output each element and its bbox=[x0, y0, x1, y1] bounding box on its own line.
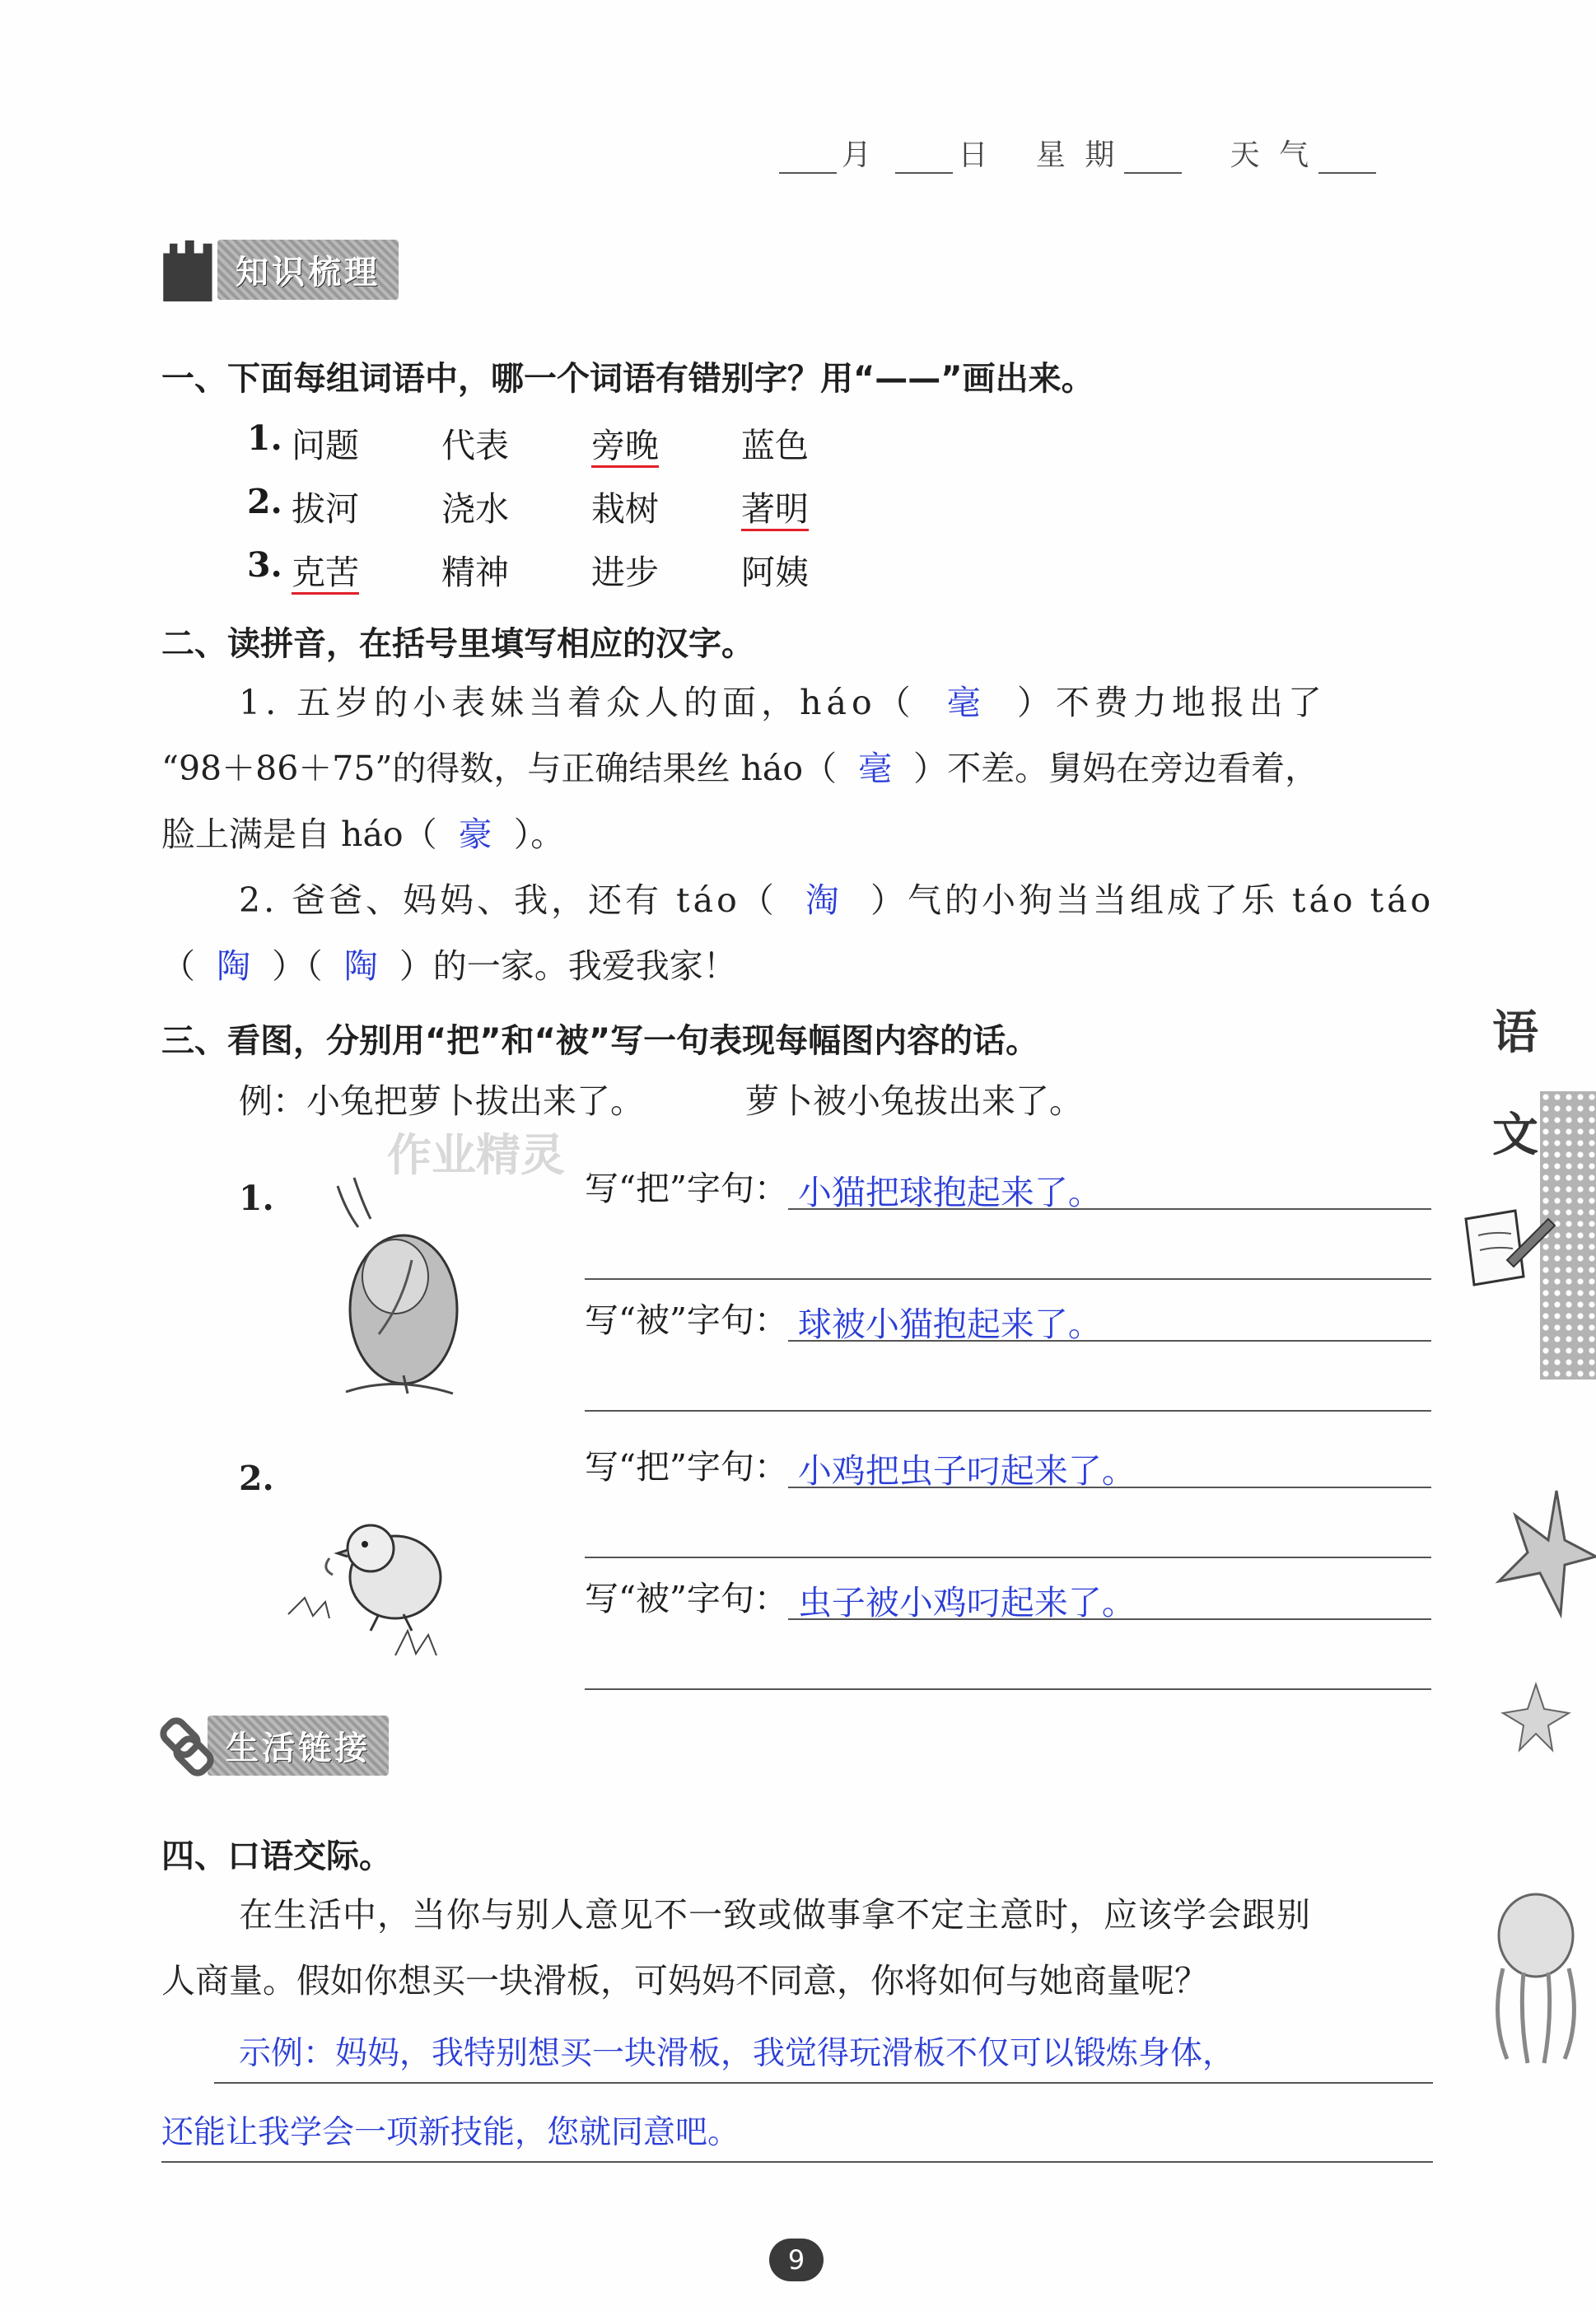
answer-line bbox=[214, 2082, 1433, 2084]
q1-word: 进步 bbox=[591, 553, 659, 592]
q2-line-2 bbox=[161, 748, 1318, 790]
q3-item-2-ba-row bbox=[585, 1440, 1431, 1491]
q2-answer-3[interactable]: 豪 bbox=[458, 815, 492, 854]
knowledge-banner bbox=[158, 237, 399, 301]
q1-word: 代表 bbox=[441, 426, 509, 465]
q2-line-5 bbox=[161, 945, 737, 987]
octopus-icon bbox=[1482, 1878, 1589, 2067]
q2-text: ）气的小狗当当组成了乐 táo táo bbox=[870, 880, 1435, 920]
cat-with-ball-illustration bbox=[313, 1170, 478, 1408]
watermark: 作业精灵 bbox=[387, 1129, 565, 1181]
subject-tab-top: 语 bbox=[1492, 1006, 1538, 1060]
q1-word: 阿姨 bbox=[741, 553, 809, 592]
q2-text: ）。 bbox=[513, 815, 565, 854]
bei-sentence-label: 写“被”字句： bbox=[585, 1300, 788, 1340]
q2-title: 二、读拼音，在括号里填写相应的汉字。 bbox=[161, 625, 754, 663]
q1-word: 精神 bbox=[441, 553, 509, 592]
q2-text: 2. 爸爸、妈妈、我，还有 táo（ bbox=[239, 880, 777, 920]
q1-title: 一、下面每组词语中，哪一个词语有错别字？用“——”画出来。 bbox=[161, 360, 1094, 398]
q1-word-marked[interactable]: 旁晚 bbox=[591, 426, 659, 465]
ba-sentence-label: 写“把”字句： bbox=[585, 1447, 788, 1487]
q2-text: （ bbox=[161, 946, 195, 986]
q3-example-ba: 例：小兔把萝卜拔出来了。 bbox=[239, 1081, 644, 1121]
day-blank[interactable] bbox=[895, 147, 953, 174]
q4-text-1: 在生活中，当你与别人意见不一致或做事拿不定主意时，应该学会跟别 bbox=[239, 1895, 1311, 1935]
page-number: 9 bbox=[769, 2239, 824, 2281]
month-blank[interactable] bbox=[779, 147, 837, 174]
q1-word: 浇水 bbox=[441, 489, 509, 529]
q1-word-marked[interactable]: 著明 bbox=[741, 489, 809, 529]
bei-sentence-label: 写“被”字句： bbox=[585, 1579, 788, 1618]
q2-text: ）不差。舅妈在旁边看着， bbox=[913, 749, 1319, 788]
q3-item-1-bei-row bbox=[585, 1293, 1431, 1342]
q2-answer-4[interactable]: 淘 bbox=[805, 880, 842, 920]
q2-text: ）的一家。我爱我家！ bbox=[399, 946, 737, 986]
castle-icon bbox=[158, 237, 222, 301]
blank-line[interactable] bbox=[585, 1557, 1431, 1558]
knowledge-banner-label: 知识梳理 bbox=[217, 240, 399, 300]
life-banner bbox=[158, 1713, 389, 1777]
pencil-paper-icon bbox=[1458, 1202, 1556, 1293]
q1-word: 蓝色 bbox=[741, 426, 809, 465]
q3-example-bei: 萝卜被小兔拔出来了。 bbox=[745, 1081, 1084, 1121]
weather-blank[interactable] bbox=[1318, 147, 1376, 174]
q1-row-2 bbox=[247, 482, 891, 530]
q3-item-2-bei-answer[interactable]: 虫子被小鸡叼起来了。 bbox=[788, 1576, 1431, 1620]
q2-line-1 bbox=[239, 682, 1327, 724]
small-starfish-icon bbox=[1499, 1680, 1573, 1754]
blank-line[interactable] bbox=[585, 1410, 1431, 1412]
q3-title: 三、看图，分别用“把”和“被”写一句表现每幅图内容的话。 bbox=[161, 1022, 1039, 1060]
q4-answer-1[interactable]: 示例：妈妈，我特别想买一块滑板，我觉得玩滑板不仅可以锻炼身体， bbox=[239, 2035, 1235, 2072]
q1-row-3-num: 3. bbox=[247, 545, 282, 585]
q1-row-1-num: 1. bbox=[247, 418, 282, 458]
q2-line-4 bbox=[239, 880, 1434, 922]
life-banner-label: 生活链接 bbox=[208, 1716, 389, 1776]
q3-item-2-bei-row bbox=[585, 1571, 1431, 1620]
date-header bbox=[774, 132, 1381, 174]
q3-item-2-num: 2. bbox=[239, 1459, 274, 1498]
q4-text-2: 人商量。假如你想买一块滑板，可妈妈不同意，你将如何与她商量呢？ bbox=[161, 1961, 1208, 2001]
q3-item-1-ba-answer[interactable]: 小猫把球抱起来了。 bbox=[788, 1165, 1431, 1210]
q2-text: ）不费力地报出了 bbox=[1016, 683, 1327, 722]
q1-word: 栽树 bbox=[591, 489, 659, 529]
weekday-label: 星 期 bbox=[1035, 138, 1120, 172]
q2-text: “98＋86＋75”的得数，与正确结果丝 háo（ bbox=[161, 749, 837, 788]
q1-word: 问题 bbox=[292, 426, 359, 465]
starfish-icon bbox=[1482, 1482, 1596, 1622]
q2-answer-6[interactable]: 陶 bbox=[343, 946, 378, 986]
q2-line-3 bbox=[161, 814, 564, 856]
day-label: 日 bbox=[958, 138, 993, 172]
q1-word-marked[interactable]: 克苦 bbox=[292, 553, 359, 592]
q1-row-3 bbox=[247, 545, 891, 594]
q1-row-2-num: 2. bbox=[247, 482, 282, 521]
q2-answer-2[interactable]: 毫 bbox=[858, 749, 893, 788]
q4-title: 四、口语交际。 bbox=[161, 1837, 392, 1875]
blank-line[interactable] bbox=[585, 1688, 1431, 1690]
q2-answer-1[interactable]: 毫 bbox=[946, 683, 986, 722]
q2-answer-5[interactable]: 陶 bbox=[217, 946, 251, 986]
q2-text: 脸上满是自 háo（ bbox=[161, 815, 437, 854]
q3-item-2-ba-answer[interactable]: 小鸡把虫子叼起来了。 bbox=[788, 1444, 1431, 1488]
ba-sentence-label: 写“把”字句： bbox=[585, 1169, 788, 1208]
q3-example bbox=[239, 1081, 1083, 1123]
month-label: 月 bbox=[842, 138, 877, 172]
weekday-blank[interactable] bbox=[1124, 147, 1182, 174]
answer-line bbox=[161, 2161, 1433, 2163]
weather-label: 天 气 bbox=[1230, 138, 1314, 172]
q2-text: 1. 五岁的小表妹当着众人的面，háo（ bbox=[239, 683, 916, 722]
q4-answer-2[interactable]: 还能让我学会一项新技能，您就同意吧。 bbox=[161, 2114, 740, 2151]
chain-icon bbox=[158, 1718, 212, 1772]
subject-tab-bottom: 文 bbox=[1492, 1109, 1538, 1162]
q1-row-1 bbox=[247, 418, 891, 467]
q3-item-1-num: 1. bbox=[239, 1179, 274, 1218]
q2-text: ）（ bbox=[272, 946, 323, 986]
blank-line[interactable] bbox=[585, 1278, 1431, 1280]
q3-item-1-bei-answer[interactable]: 球被小猫抱起来了。 bbox=[788, 1297, 1431, 1342]
q1-word: 拔河 bbox=[292, 489, 359, 529]
q3-item-1-ba-row bbox=[585, 1161, 1431, 1210]
chick-with-worm-illustration bbox=[280, 1499, 486, 1664]
